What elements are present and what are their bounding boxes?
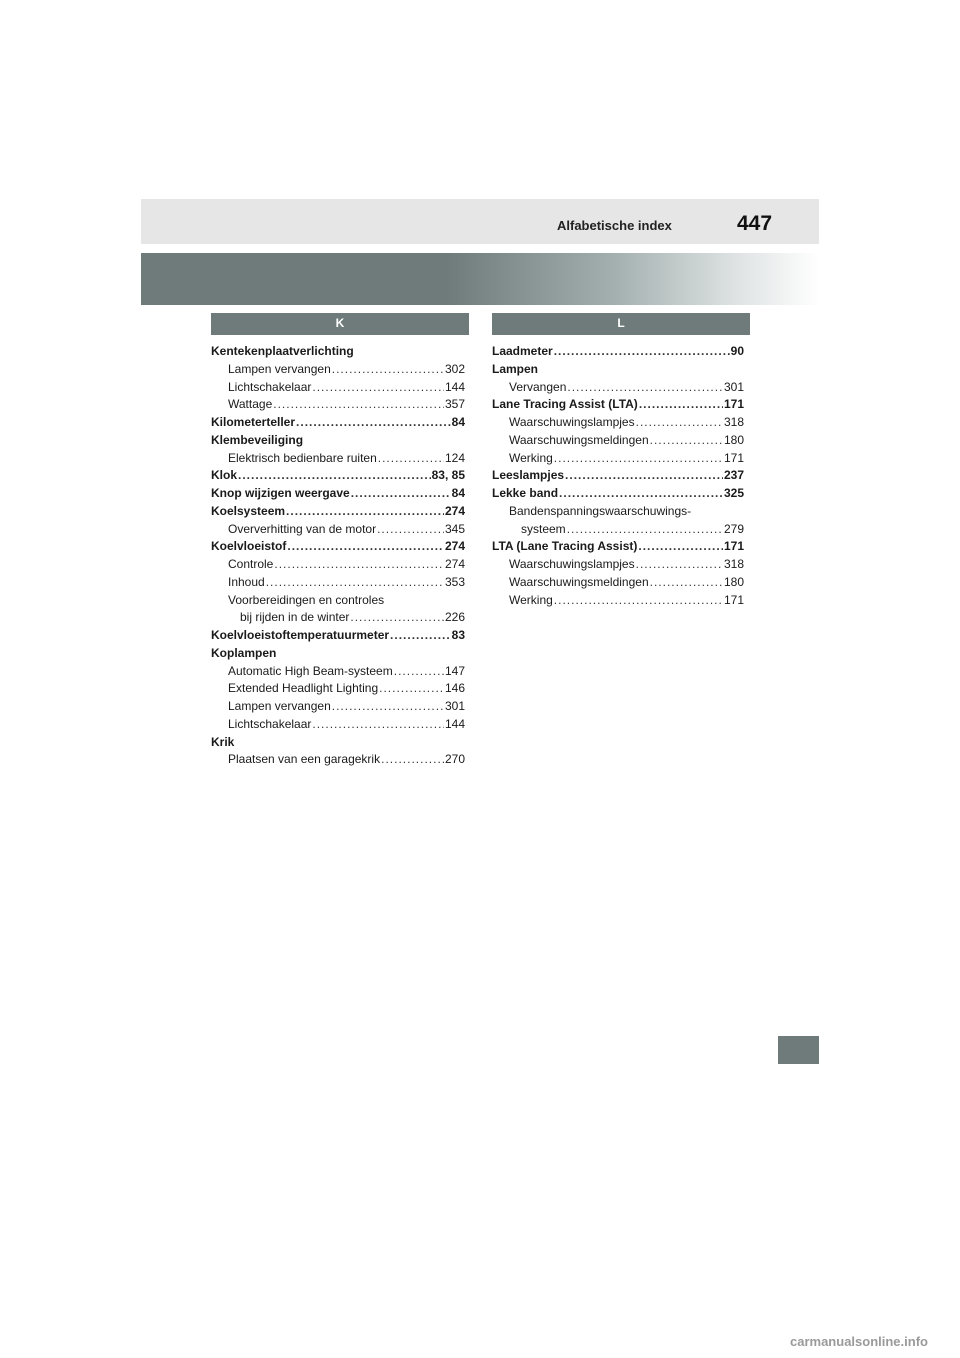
index-entry	[211, 556, 465, 574]
index-entry-page: 237	[723, 468, 744, 483]
index-entry-page: 84	[451, 486, 465, 500]
index-entry	[492, 432, 744, 450]
index-entry-page: 270	[444, 752, 465, 767]
index-entry	[211, 521, 465, 539]
index-entry-label: Lichtschakelaar	[228, 379, 312, 394]
dot-leader	[377, 521, 444, 539]
dot-leader	[650, 432, 723, 450]
index-entry-label: bij rijden in de winter	[240, 610, 350, 625]
watermark: carmanualsonline.info	[790, 1334, 928, 1349]
index-entry	[211, 343, 465, 361]
index-entry-page: 171	[723, 592, 744, 607]
index-entry	[211, 467, 465, 485]
index-entry-label: Vervangen	[509, 379, 567, 394]
index-column-l	[492, 343, 744, 609]
index-entry-label: Waarschuwingsmeldingen	[509, 432, 649, 447]
index-entry-label: Automatic High Beam-systeem	[228, 663, 393, 678]
index-entry	[492, 361, 744, 379]
index-entry	[211, 734, 465, 752]
index-entry-label: Controle	[228, 557, 274, 571]
index-entry-page: 171	[723, 397, 744, 412]
index-entry-label: Kilometerteller	[211, 415, 296, 429]
dot-leader	[379, 680, 444, 698]
dot-leader	[567, 521, 723, 539]
index-entry	[492, 467, 744, 485]
index-entry-page: 180	[723, 574, 744, 589]
dot-leader	[650, 574, 723, 592]
index-entry-page: 83, 85	[431, 468, 465, 483]
index-entry	[211, 574, 465, 592]
index-entry-label: Kentekenplaatverlichting	[211, 344, 354, 358]
index-column-k	[211, 343, 465, 769]
index-entry-label: LTA (Lane Tracing Assist)	[492, 539, 638, 554]
index-entry-page: 146	[444, 681, 465, 696]
index-entry-label: Krik	[211, 734, 235, 749]
dot-leader	[296, 414, 451, 432]
index-entry	[492, 574, 744, 592]
index-entry-label: Extended Headlight Lighting	[228, 681, 379, 696]
index-entry	[211, 663, 465, 681]
index-entry-page: 171	[723, 539, 744, 554]
index-entry-label: Elektrisch bedienbare ruiten	[228, 450, 377, 465]
index-entry-label: Leeslampjes	[492, 468, 565, 483]
dot-leader	[286, 503, 444, 521]
dot-leader	[636, 556, 723, 574]
index-entry-page: 274	[444, 557, 465, 571]
dot-leader	[554, 343, 730, 361]
index-entry-page: 84	[451, 415, 465, 429]
index-entry-page: 318	[723, 415, 744, 429]
index-entry-page: 144	[444, 716, 465, 731]
index-entry-label: Lampen vervangen	[228, 699, 331, 713]
index-entry-page: 301	[444, 699, 465, 713]
index-entry-label: Knop wijzigen weergave	[211, 486, 350, 500]
dot-leader	[554, 592, 723, 610]
index-entry-label: Koelvloeistoftemperatuurmeter	[211, 628, 390, 642]
index-entry-page: 124	[444, 450, 465, 465]
section-header-l: L	[492, 313, 750, 335]
index-entry-label: Waarschuwingslampjes	[509, 415, 635, 429]
index-entry	[492, 592, 744, 610]
dot-leader	[350, 609, 444, 627]
index-entry	[211, 627, 465, 645]
index-entry-page: 274	[444, 539, 465, 554]
dot-leader	[559, 485, 723, 503]
index-entry	[211, 698, 465, 716]
index-entry	[492, 521, 744, 539]
index-entry	[492, 379, 744, 397]
index-entry-page: 357	[444, 397, 465, 412]
index-entry-page: 301	[723, 379, 744, 394]
dot-leader	[266, 574, 444, 592]
index-entry	[492, 485, 744, 503]
index-entry-label: Koelsysteem	[211, 503, 286, 518]
index-entry-label: Inhoud	[228, 574, 265, 589]
dot-leader	[636, 414, 723, 432]
dot-leader	[351, 485, 451, 503]
index-entry	[211, 450, 465, 468]
index-entry	[211, 485, 465, 503]
dot-leader	[332, 698, 444, 716]
index-entry-page: 279	[723, 521, 744, 536]
index-entry-label: Lichtschakelaar	[228, 716, 312, 731]
dot-leader	[639, 396, 723, 414]
index-entry-label: Koplampen	[211, 645, 277, 660]
index-entry-page: 90	[730, 344, 744, 358]
index-entry-page: 171	[723, 450, 744, 465]
index-entry-label: Lekke band	[492, 486, 559, 500]
decorative-gradient-band	[141, 253, 819, 305]
index-entry-label: Werking	[509, 450, 553, 465]
index-entry	[211, 396, 465, 414]
index-entry-page: 180	[723, 432, 744, 447]
index-entry-page: 226	[444, 610, 465, 625]
index-entry	[492, 503, 744, 521]
index-entry-label: systeem	[521, 521, 566, 536]
dot-leader	[312, 379, 444, 397]
page-header-title: Alfabetische index	[557, 218, 672, 233]
index-entry	[492, 538, 744, 556]
index-entry-label: Bandenspanningswaarschuwings-	[509, 503, 692, 518]
chapter-thumb-tab	[778, 1036, 819, 1064]
dot-leader	[332, 361, 444, 379]
index-entry-page: 353	[444, 574, 465, 589]
index-entry-page: 147	[444, 663, 465, 678]
index-entry	[211, 414, 465, 432]
index-entry-page: 274	[444, 503, 465, 518]
index-entry	[211, 432, 465, 450]
dot-leader	[273, 396, 444, 414]
index-entry-label: Koelvloeistof	[211, 539, 287, 554]
index-entry	[211, 680, 465, 698]
index-entry-page: 318	[723, 557, 744, 571]
index-entry	[492, 414, 744, 432]
index-entry-label: Klembeveiliging	[211, 432, 304, 447]
index-entry	[211, 538, 465, 556]
index-entry-label: Oververhitting van de motor	[228, 521, 377, 536]
dot-leader	[238, 467, 431, 485]
index-entry	[211, 379, 465, 397]
dot-leader	[287, 538, 444, 556]
index-entry-label: Lane Tracing Assist (LTA)	[492, 397, 638, 412]
index-entry-label: Plaatsen van een garagekrik	[228, 752, 381, 767]
index-entry	[211, 361, 465, 379]
index-entry-page: 345	[444, 521, 465, 536]
index-entry	[211, 645, 465, 663]
index-entry-page: 325	[723, 486, 744, 500]
dot-leader	[565, 467, 723, 485]
dot-leader	[638, 538, 723, 556]
index-entry-label: Waarschuwingsmeldingen	[509, 574, 649, 589]
index-entry-label: Werking	[509, 592, 553, 607]
dot-leader	[381, 751, 444, 769]
page-number: 447	[737, 212, 773, 235]
index-entry	[492, 450, 744, 468]
index-entry	[492, 343, 744, 361]
dot-leader	[274, 556, 444, 574]
index-entry-label: Waarschuwingslampjes	[509, 557, 635, 571]
dot-leader	[394, 663, 444, 681]
index-entry-page: 83	[451, 628, 465, 642]
index-entry	[211, 751, 465, 769]
dot-leader	[390, 627, 451, 645]
index-entry-label: Lampen vervangen	[228, 361, 331, 376]
index-entry-page: 302	[444, 361, 465, 376]
index-entry	[211, 592, 465, 610]
dot-leader	[378, 450, 444, 468]
index-entry-label: Wattage	[228, 397, 273, 412]
index-entry	[211, 503, 465, 521]
dot-leader	[554, 450, 723, 468]
index-entry	[492, 556, 744, 574]
index-entry	[211, 716, 465, 734]
header-bar	[141, 199, 819, 244]
index-entry	[492, 396, 744, 414]
index-entry-label: Klok	[211, 468, 238, 483]
index-entry-label: Voorbereidingen en controles	[228, 592, 385, 607]
index-entry	[211, 609, 465, 627]
dot-leader	[567, 379, 723, 397]
index-entry-label: Laadmeter	[492, 344, 553, 358]
index-entry-page: 144	[444, 379, 465, 394]
section-header-k: K	[211, 313, 469, 335]
dot-leader	[312, 716, 444, 734]
index-entry-label: Lampen	[492, 361, 539, 376]
